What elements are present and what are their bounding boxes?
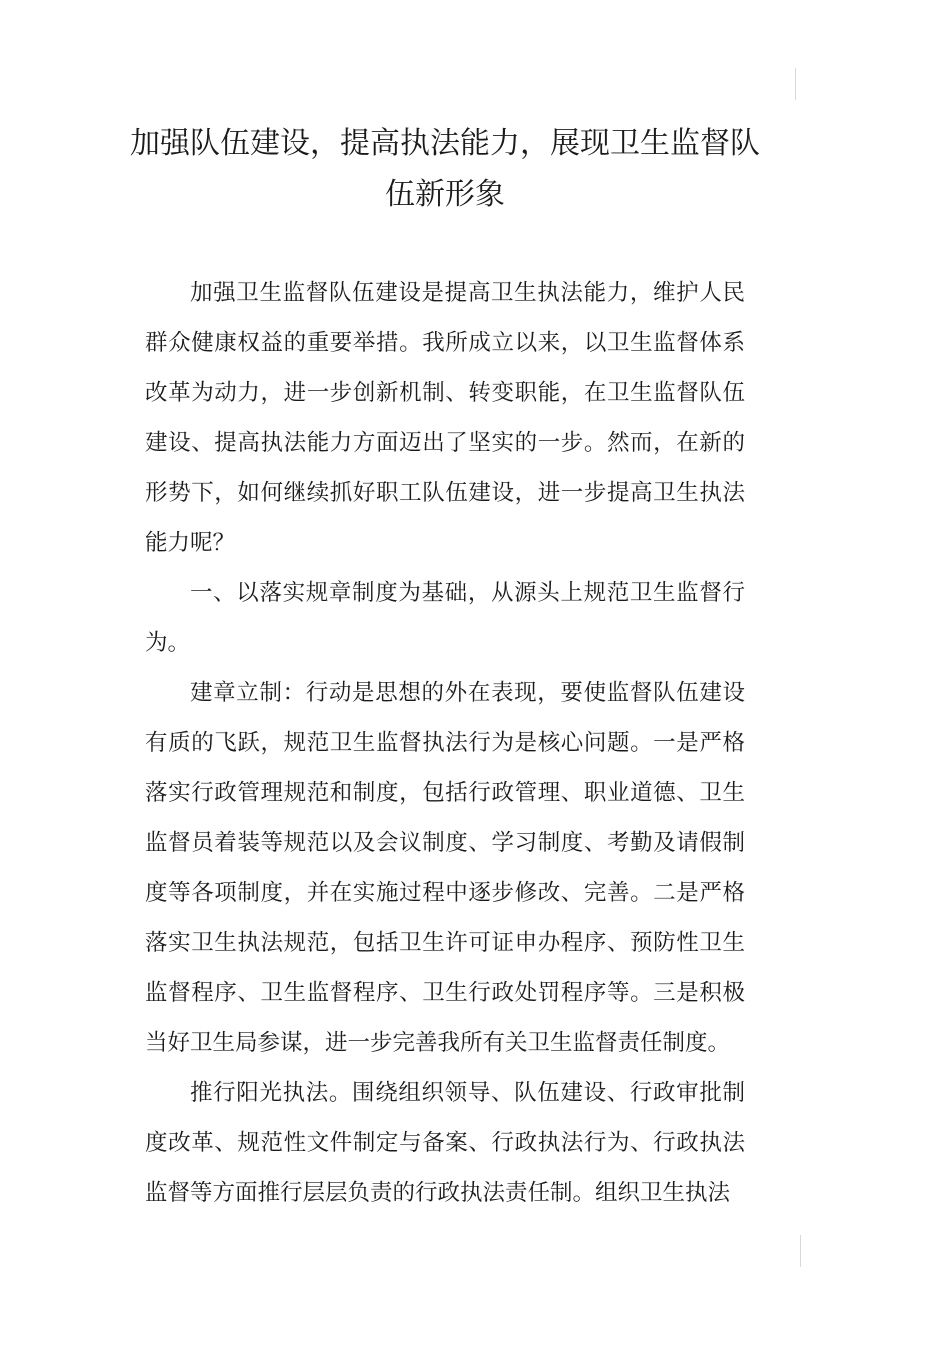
paragraph-rules: 建章立制：行动是思想的外在表现，要使监督队伍建设有质的飞跃，规范卫生监督执法行为是核心问题。一是严格落实行政管理规范和制度，包括行政管理、职业道德、卫生监督员着装等规范以及会议制度、学习制度、考勤及请假制度等各项制度，并在实施过程中逐步修改、完善。二是严格落实卫生执法规范，包括卫生许可证申办程序、预防性卫生监督程序、卫生监督程序、卫生行政处罚程序等。三是积极当好卫生局参谋，进一步完善我所有关卫生监督责任制度。 xyxy=(145,680,745,1056)
paragraph-intro: 加强卫生监督队伍建设是提高卫生执法能力，维护人民群众健康权益的重要举措。我所成立以来，以卫生监督体系改革为动力，进一步创新机制、转变职能，在卫生监督队伍建设、提高执法能力方面迈出了坚实的一步。然而，在新的形势下，如何继续抓好职工队伍建设，进一步提高卫生执法能力呢？ xyxy=(145,280,745,556)
paragraph-sunshine-enforcement: 推行阳光执法。围绕组织领导、队伍建设、行政审批制度改革、规范性文件制定与备案、行政执法行为、行政执法监督等方面推行层层负责的行政执法责任制。组织卫生执法 xyxy=(145,1080,745,1206)
document-title: 加强队伍建设，提高执法能力，展现卫生监督队伍新形象 xyxy=(130,126,760,212)
paragraph-section-heading: 一、以落实规章制度为基础，从源头上规范卫生监督行为。 xyxy=(145,580,745,656)
page-corner-mark-bottom xyxy=(800,1235,801,1267)
document-body xyxy=(145,268,745,1218)
page-corner-mark-top xyxy=(795,68,796,100)
